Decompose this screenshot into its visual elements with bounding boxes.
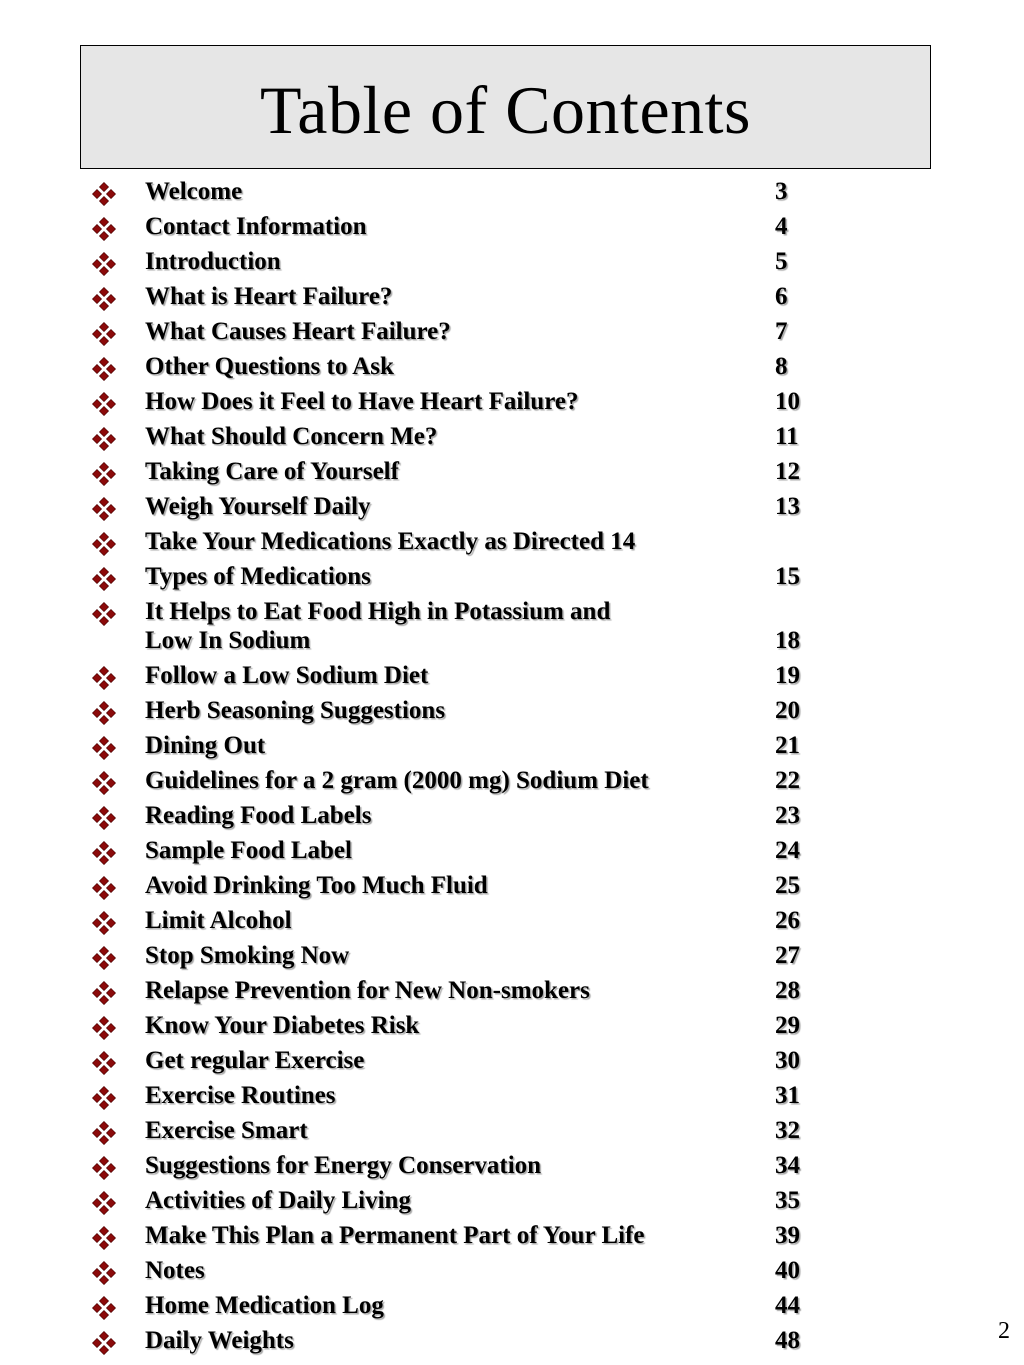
diamond-quad-icon [92, 701, 116, 725]
toc-entry [92, 454, 832, 489]
toc-entry [92, 279, 832, 314]
toc-entry [92, 314, 832, 349]
diamond-quad-icon [92, 1156, 116, 1180]
toc-entry-page: 12 [775, 458, 800, 485]
toc-entry-title: Know Your Diabetes Risk [145, 1012, 420, 1039]
diamond-quad-icon [92, 1261, 116, 1285]
toc-entry-title: How Does it Feel to Have Heart Failure? [145, 388, 579, 415]
toc-entry-title: Make This Plan a Permanent Part of Your Life [145, 1222, 645, 1249]
toc-entry-title: Notes [145, 1257, 205, 1284]
toc-entry-title: Take Your Medications Exactly as Directed 14 [145, 528, 636, 555]
toc-entry [92, 1253, 832, 1288]
toc-entry-title: Relapse Prevention for New Non-smokers [145, 977, 590, 1004]
toc-entry-page: 31 [775, 1082, 800, 1109]
toc-entry-page: 30 [775, 1047, 800, 1074]
diamond-quad-icon [92, 1121, 116, 1145]
toc-entry-page: 22 [775, 767, 800, 794]
toc-entry-page: 11 [775, 423, 799, 450]
toc-entry [92, 384, 832, 419]
toc-entry-title: Welcome [145, 178, 243, 205]
page-number: 2 [998, 1318, 1010, 1344]
toc-entry-title: What Causes Heart Failure? [145, 318, 451, 345]
toc-entry-title-line: Low In Sodium [145, 627, 311, 654]
diamond-quad-icon [92, 357, 116, 381]
diamond-quad-icon [92, 806, 116, 830]
toc-entry [92, 209, 832, 244]
toc-entry-title: Exercise Routines [145, 1082, 336, 1109]
toc-entry-title: Dining Out [145, 732, 266, 759]
diamond-quad-icon [92, 322, 116, 346]
toc-entry-page: 3 [775, 178, 788, 205]
toc-entry-page: 18 [775, 627, 800, 654]
diamond-quad-icon [92, 946, 116, 970]
toc-entry [92, 244, 832, 279]
toc-entry-page: 34 [775, 1152, 800, 1179]
toc-entry [92, 559, 832, 594]
toc-entry-title: Types of Medications [145, 563, 371, 590]
toc-entry-page: 8 [775, 353, 788, 380]
toc-entry-page: 48 [775, 1327, 800, 1354]
toc-entry-page: 35 [775, 1187, 800, 1214]
toc-entry-title: What is Heart Failure? [145, 283, 393, 310]
toc-entry [92, 868, 832, 903]
diamond-quad-icon [92, 876, 116, 900]
diamond-quad-icon [92, 841, 116, 865]
toc-entry [92, 174, 832, 209]
toc-entry-title: Reading Food Labels [145, 802, 372, 829]
toc-entry [92, 833, 832, 868]
diamond-quad-icon [92, 1086, 116, 1110]
toc-entry-page: 39 [775, 1222, 800, 1249]
toc-entry-page: 19 [775, 662, 800, 689]
diamond-quad-icon [92, 1296, 116, 1320]
diamond-quad-icon [92, 911, 116, 935]
title-box [80, 45, 931, 169]
diamond-quad-icon [92, 666, 116, 690]
toc-entry [92, 1148, 832, 1183]
toc-entry [92, 1043, 832, 1078]
diamond-quad-icon [92, 1016, 116, 1040]
diamond-quad-icon [92, 1226, 116, 1250]
toc-entry [92, 1323, 832, 1358]
toc-entry [92, 763, 832, 798]
diamond-quad-icon [92, 287, 116, 311]
diamond-quad-icon [92, 217, 116, 241]
toc-entry-page: 15 [775, 563, 800, 590]
toc-entry-page: 10 [775, 388, 800, 415]
toc-entry [92, 938, 832, 973]
toc-entry-page: 40 [775, 1257, 800, 1284]
toc-entry-title: Limit Alcohol [145, 907, 292, 934]
diamond-quad-icon [92, 392, 116, 416]
toc-entry-title: Other Questions to Ask [145, 353, 394, 380]
toc-entry-title-line: It Helps to Eat Food High in Potassium and [145, 598, 611, 625]
toc-entry-title: Suggestions for Energy Conservation [145, 1152, 542, 1179]
toc-entry-page: 24 [775, 837, 800, 864]
toc-entry-title: Sample Food Label [145, 837, 352, 864]
toc-entry [92, 1288, 832, 1323]
toc-entry [92, 973, 832, 1008]
toc-entry-title: Taking Care of Yourself [145, 458, 399, 485]
diamond-quad-icon [92, 1191, 116, 1215]
page-title: Table of Contents [260, 72, 751, 148]
toc-entry-title: Contact Information [145, 213, 367, 240]
toc-entry [92, 693, 832, 728]
diamond-quad-icon [92, 981, 116, 1005]
toc-entry-title: Daily Weights [145, 1327, 294, 1354]
toc-entry [92, 524, 832, 559]
diamond-quad-icon [92, 182, 116, 206]
toc-entry-title: Exercise Smart [145, 1117, 308, 1144]
toc-entry-title: Home Medication Log [145, 1292, 384, 1319]
toc-entry-title: Get regular Exercise [145, 1047, 365, 1074]
toc-entry-page: 23 [775, 802, 800, 829]
toc-entry-page: 6 [775, 283, 788, 310]
diamond-quad-icon [92, 1331, 116, 1355]
toc-entry-page: 26 [775, 907, 800, 934]
toc-entry-page: 32 [775, 1117, 800, 1144]
toc-entry-page: 25 [775, 872, 800, 899]
toc-entry [92, 1008, 832, 1043]
toc-entry [92, 903, 832, 938]
toc-entry [92, 489, 832, 524]
toc-entry [92, 349, 832, 384]
toc-entry-title: What Should Concern Me? [145, 423, 438, 450]
toc-entry [92, 1113, 832, 1148]
toc-entry-title: Avoid Drinking Too Much Fluid [145, 872, 488, 899]
toc-entry [92, 658, 832, 693]
diamond-quad-icon [92, 462, 116, 486]
toc-entry [92, 594, 832, 658]
toc-entry-title: Weigh Yourself Daily [145, 493, 371, 520]
toc-entry-page: 27 [775, 942, 800, 969]
toc-entry [92, 728, 832, 763]
toc-entry-title: Introduction [145, 248, 281, 275]
diamond-quad-icon [92, 567, 116, 591]
diamond-quad-icon [92, 602, 116, 626]
toc-entry-title: Herb Seasoning Suggestions [145, 697, 446, 724]
toc-entry-page: 5 [775, 248, 788, 275]
toc-entry-page: 20 [775, 697, 800, 724]
toc-entry-page: 21 [775, 732, 800, 759]
toc-entry [92, 419, 832, 454]
toc-entry-page: 13 [775, 493, 800, 520]
toc-entry [92, 798, 832, 833]
diamond-quad-icon [92, 497, 116, 521]
diamond-quad-icon [92, 252, 116, 276]
diamond-quad-icon [92, 736, 116, 760]
table-of-contents [92, 174, 832, 1358]
toc-entry [92, 1218, 832, 1253]
toc-entry-title: Guidelines for a 2 gram (2000 mg) Sodium Diet [145, 767, 649, 794]
toc-entry-page: 28 [775, 977, 800, 1004]
toc-entry-page: 44 [775, 1292, 800, 1319]
diamond-quad-icon [92, 532, 116, 556]
toc-entry-title: Follow a Low Sodium Diet [145, 662, 429, 689]
toc-entry [92, 1078, 832, 1113]
diamond-quad-icon [92, 1051, 116, 1075]
toc-entry-page: 7 [775, 318, 788, 345]
toc-entry [92, 1183, 832, 1218]
diamond-quad-icon [92, 771, 116, 795]
diamond-quad-icon [92, 427, 116, 451]
toc-entry-page: 29 [775, 1012, 800, 1039]
toc-entry-page: 4 [775, 213, 788, 240]
toc-entry-title: Stop Smoking Now [145, 942, 350, 969]
toc-entry-title: Activities of Daily Living [145, 1187, 411, 1214]
toc-entry-title [145, 594, 610, 652]
